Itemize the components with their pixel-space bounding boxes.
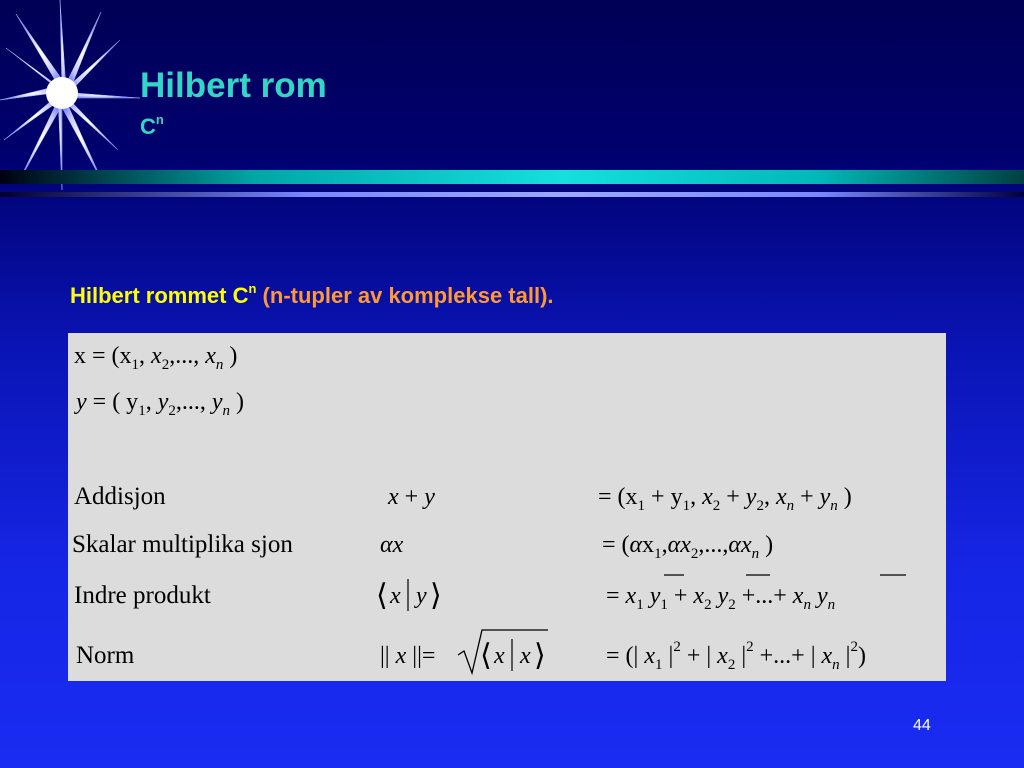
svg-text:⟩: ⟩	[534, 639, 546, 672]
subtitle-superscript: n	[155, 112, 164, 127]
label-norm: Norm	[76, 642, 135, 669]
svg-text:y: y	[416, 583, 427, 609]
decorative-bar-cyan	[0, 170, 1024, 184]
page-number: 44	[913, 717, 931, 734]
svg-text:|| x ||=: || x ||=	[380, 643, 436, 669]
star-burst-icon	[0, 0, 140, 190]
expr-scalar: αx	[380, 532, 404, 558]
expr-norm	[380, 630, 548, 673]
formula-row-x	[74, 343, 237, 373]
result-inner-product	[606, 575, 906, 613]
slide-subtitle	[140, 114, 164, 140]
svg-text:x: x	[390, 583, 401, 609]
label-inner-product: Indre produkt	[74, 582, 211, 609]
expr-inner-product	[376, 579, 442, 612]
expr-addition: x + y	[388, 484, 435, 510]
result-addition: = ($x_1 + y_1$, $x_2 + y_2$, $x_n + y_n$ )	[598, 484, 852, 514]
svg-text:= x1 y1 + x2 y2 +...+ xn yn: = $x_1$ $y_1 + x_2$ $y_2$ +...+ $x_n$ $y_n$	[606, 583, 836, 613]
heading-orange-text: (n-tupler av komplekse tall).	[256, 283, 554, 308]
svg-text:⟨: ⟨	[376, 579, 388, 612]
result-norm: = (| $x_1$ $|^2$ + | $x_2$ $|^2$ +...+ | $x_n$ $|^2$)	[606, 639, 866, 673]
svg-text:⟩: ⟩	[430, 579, 442, 612]
svg-text:⟨: ⟨	[480, 639, 492, 672]
label-scalar: Skalar multiplika sjon	[72, 531, 293, 558]
slide-title: Hilbert rom	[140, 66, 327, 105]
svg-text:x: x	[520, 643, 531, 669]
heading-yellow-text: Hilbert rommet C	[70, 283, 249, 308]
formula-row-y	[74, 389, 244, 419]
svg-text:y = ( y1, y2,..., yn ): y = ( $y_1$, $y_2$,..., $y_n$ )	[76, 389, 244, 419]
subtitle-base: C	[140, 114, 156, 139]
svg-text:x: x	[494, 643, 505, 669]
section-heading	[70, 283, 554, 309]
formula-box	[68, 333, 946, 681]
formula-canvas	[68, 333, 946, 681]
svg-text:x = (x1, x2,..., xn ): $x = (x_1$, $x_2$,..., $x_n$ )	[74, 343, 238, 373]
label-addition: Addisjon	[74, 483, 166, 510]
heading-superscript: n	[248, 281, 257, 296]
decorative-bar-lilac	[0, 192, 1024, 197]
result-scalar: = ($\alpha x_1,\alpha x_2,...,\alpha x_n$ )	[602, 532, 774, 562]
